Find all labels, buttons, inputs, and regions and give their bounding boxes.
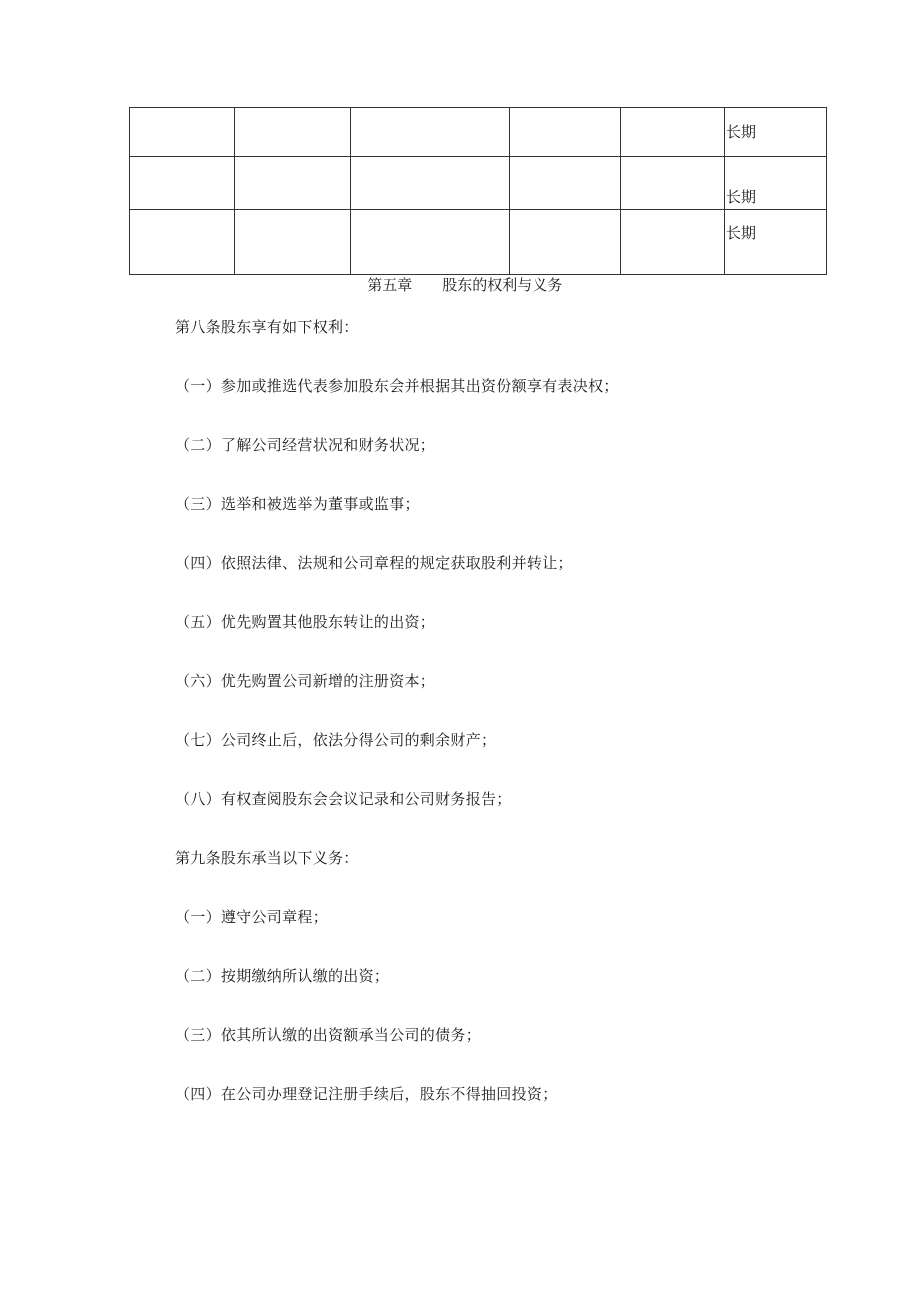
term-cell: 长期 xyxy=(725,108,827,157)
list-item: （三）选举和被选举为董事或监事； xyxy=(175,495,420,513)
list-item: （六）优先购置公司新增的注册资本； xyxy=(175,672,436,690)
list-item: （七）公司终止后，依法分得公司的剩余财产； xyxy=(175,731,497,749)
term-cell: 长期 xyxy=(725,157,827,210)
chapter-title: 股东的权利与义务 xyxy=(442,276,563,294)
table-cell xyxy=(130,157,235,210)
table-row xyxy=(130,108,827,157)
article8-heading: 第八条股东享有如下权利： xyxy=(175,318,359,336)
article9-heading: 第九条股东承当以下义务： xyxy=(175,849,359,867)
table-cell xyxy=(351,157,510,210)
table-cell xyxy=(510,108,621,157)
term-cell: 长期 xyxy=(725,210,827,275)
table-cell xyxy=(130,108,235,157)
list-item: （二）按期缴纳所认缴的出资； xyxy=(175,967,390,985)
table-cell xyxy=(235,108,351,157)
table-cell xyxy=(621,108,725,157)
shareholder-table xyxy=(129,107,827,275)
list-item: （八）有权查阅股东会会议记录和公司财务报告； xyxy=(175,790,512,808)
table-cell xyxy=(621,157,725,210)
list-item: （五）优先购置其他股东转让的出资； xyxy=(175,613,436,631)
table-cell xyxy=(510,157,621,210)
table-cell xyxy=(235,157,351,210)
list-item: （二）了解公司经营状况和财务状况； xyxy=(175,436,436,454)
list-item: （一）遵守公司章程； xyxy=(175,908,329,926)
list-item: （四）依照法律、法规和公司章程的规定获取股利并转让； xyxy=(175,554,573,572)
list-item: （一）参加或推选代表参加股东会并根据其出资份额享有表决权； xyxy=(175,377,619,395)
table-row xyxy=(130,157,827,210)
chapter-number: 第五章 xyxy=(367,276,413,294)
chapter-heading xyxy=(0,258,920,294)
list-item: （四）在公司办理登记注册手续后，股东不得抽回投资； xyxy=(175,1085,558,1103)
list-item: （三）依其所认缴的出资额承当公司的债务； xyxy=(175,1026,482,1044)
table-cell xyxy=(351,108,510,157)
